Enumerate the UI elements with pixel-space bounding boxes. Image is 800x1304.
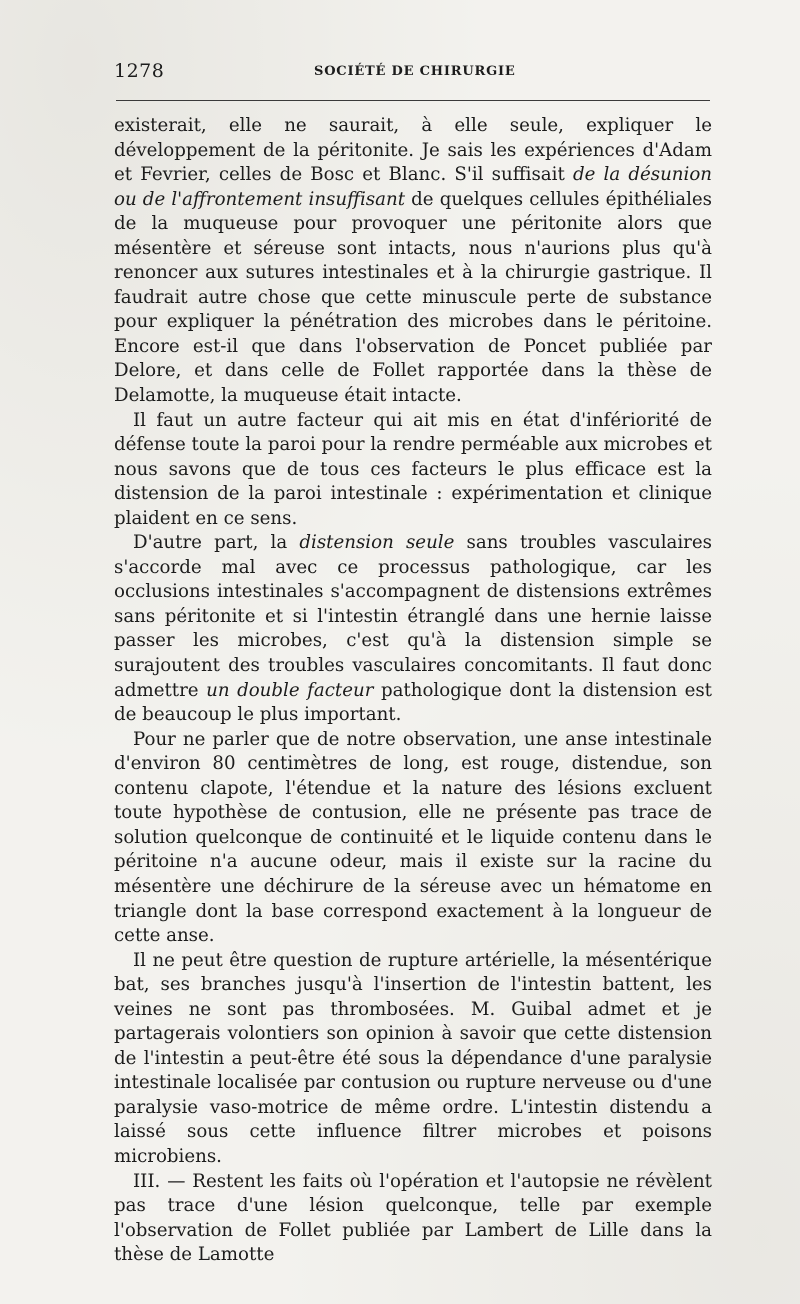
paragraph	[114, 728, 712, 949]
body-text	[114, 114, 712, 1268]
text-segment: sans troubles vasculaires s'accorde mal avec ce processus pathologique, car les occlusions intestinales s'accompagnent de distensions extrêmes sans péritonite et si l'intestin étranglé dans une hernie laisse passer les microbes, c'est qu'à la distension simple se surajoutent des troubles vasculaires concomitants. Il faut donc admettre	[114, 532, 712, 701]
text-segment: pathologique dont la distension est de beaucoup le plus important.	[114, 679, 712, 726]
text-segment: de quelques cellules épithéliales de la muqueuse pour provoquer une péritonite alors que mésentère et séreuse sont intacts, nous n'aurions plus qu'à renoncer aux sutures intestinales et à la chirurgie gastrique. Il faudrait autre chose que cette minuscule perte de substance pour expliquer la pénétration des microbes dans le péritoine. Encore est-il que dans l'observation de Poncet publiée par Delore, et dans celle de Follet rapportée dans la thèse de Delamotte, la muqueuse était intacte.	[114, 188, 712, 407]
text-segment: existerait, elle ne saurait, à elle seule, expliquer le développement de la péritonite. Je sais les expériences d'Adam et Fevrier, celles de Bosc et Blanc. S'il suffisait	[114, 115, 712, 186]
text-segment: Il faut un autre facteur qui ait mis en état d'infériorité de défense toute la paroi pour la rendre perméable aux microbes et nous savons que de tous ces facteurs le plus efficace est la distension de la paroi intestinale : expérimentation et clinique plaident en ce sens.	[114, 409, 712, 529]
paragraph	[114, 409, 712, 532]
page-number: 1278	[114, 60, 165, 82]
paragraph	[114, 949, 712, 1170]
text-segment: III. — Restent les faits où l'opération et l'autopsie ne révèlent pas trace d'une lésion quelconque, telle par exemple l'observation de Follet publiée par Lambert de Lille dans la thèse de Lamotte	[114, 1170, 712, 1266]
paragraph	[114, 1170, 712, 1268]
italic-segment: de la désunion ou de l'affrontement insuffisant	[114, 164, 712, 210]
text-segment: Il ne peut être question de rupture artérielle, la mésentérique bat, ses branches jusqu'à l'insertion de l'intestin battent, les veines ne sont pas thrombosées. M. Guibal admet et je partagerais volontiers son opinion à savoir que cette distension de l'intestin a peut-être été sous la dépendance d'une paralysie intestinale localisée par contusion ou rupture nerveuse ou d'une paralysie vaso-motrice de même ordre. L'intestin distendu a laissé sous cette influence filtrer microbes et poisons microbiens.	[114, 949, 712, 1167]
italic-segment: distension seule	[299, 532, 455, 554]
paragraph-continued	[114, 114, 712, 409]
header-rule	[116, 100, 710, 101]
italic-segment: un double facteur	[206, 679, 374, 701]
running-title: SOCIÉTÉ DE CHIRURGIE	[314, 64, 516, 79]
text-segment: D'autre part, la	[133, 532, 300, 554]
text-segment: Pour ne parler que de notre observation, une anse intestinale d'environ 80 centimètres de long, est rouge, distendue, son contenu clapote, l'étendue et la nature des lésions excluent toute hypothèse de contusion, elle ne présente pas trace de solution quelconque de continuité et le liquide contenu dans le péritoine n'a aucune odeur, mais il existe sur la racine du mésentère une déchirure de la séreuse avec un hématome en triangle dont la base correspond exactement à la longueur de cette anse.	[114, 728, 712, 947]
paragraph	[114, 531, 712, 727]
page-header	[114, 60, 710, 88]
